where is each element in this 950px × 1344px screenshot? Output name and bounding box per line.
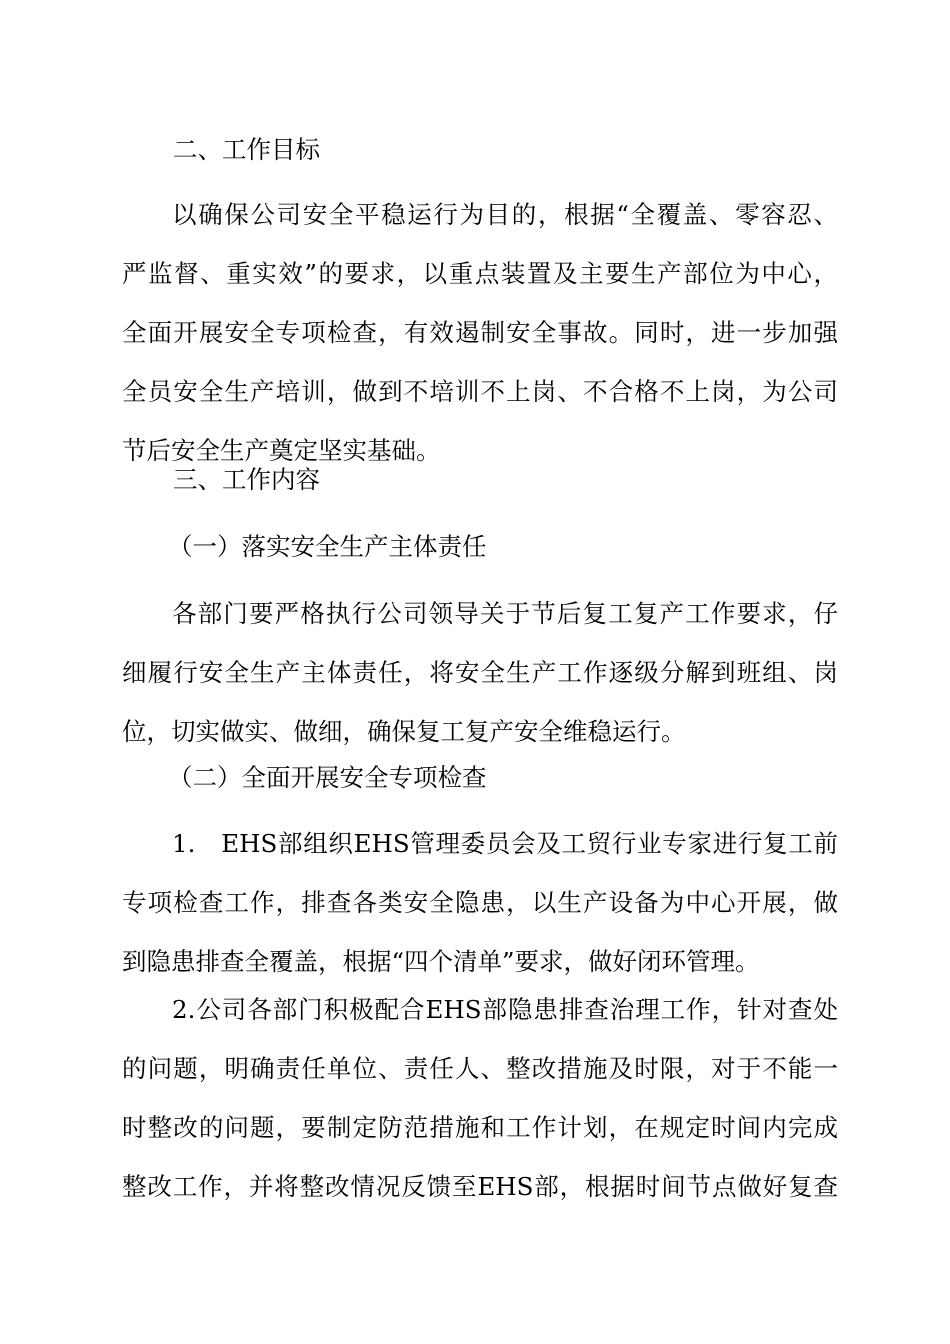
- section-heading-content: 三、工作内容: [173, 465, 320, 494]
- text-line: 全面开展安全专项检查，有效遏制安全事故。同时，进一步加强: [122, 318, 838, 347]
- text-line: 到隐患排查全覆盖，根据“四个清单”要求，做好闭环管理。: [122, 947, 760, 976]
- paragraph-goals: [122, 185, 838, 480]
- text-line: 2.公司各部门积极配合EHS部隐患排查治理工作，针对查处: [172, 995, 838, 1024]
- subsection-heading-inspection: （二）全面开展安全专项检查: [168, 763, 487, 792]
- text-line: 1. EHS部组织EHS管理委员会及工贸行业专家进行复工前: [172, 829, 838, 858]
- text-line: 以确保公司安全平稳运行为目的，根据“全覆盖、零容忍、: [172, 200, 838, 229]
- text-line: 各部门要严格执行公司领导关于节后复工复产工作要求，仔: [172, 599, 838, 628]
- text-line: 细履行安全生产主体责任，将安全生产工作逐级分解到班组、岗: [122, 658, 838, 687]
- section-heading-goals: 二、工作目标: [173, 135, 320, 164]
- text-line: 专项检查工作，排查各类安全隐患，以生产设备为中心开展，做: [122, 888, 838, 917]
- text-line: 整改工作，并将整改情况反馈至EHS部，根据时间节点做好复查: [122, 1172, 838, 1201]
- list-item-2: [122, 980, 838, 1216]
- list-item-1: [122, 814, 838, 991]
- subsection-heading-responsibility: （一）落实安全生产主体责任: [168, 532, 487, 561]
- text-line: 严监督、重实效”的要求，以重点装置及主要生产部位为中心，: [122, 259, 838, 288]
- text-line: 全员安全生产培训，做到不培训不上岗、不合格不上岗，为公司: [122, 377, 838, 406]
- text-line: 的问题，明确责任单位、责任人、整改措施及时限，对于不能一: [122, 1054, 838, 1083]
- text-line: 位，切实做实、做细，确保复工复产安全维稳运行。: [122, 717, 686, 746]
- text-line: 时整改的问题，要制定防范措施和工作计划，在规定时间内完成: [122, 1113, 838, 1142]
- text-line: 节后安全生产奠定坚实基础。: [122, 436, 441, 465]
- paragraph-responsibility: [122, 584, 838, 761]
